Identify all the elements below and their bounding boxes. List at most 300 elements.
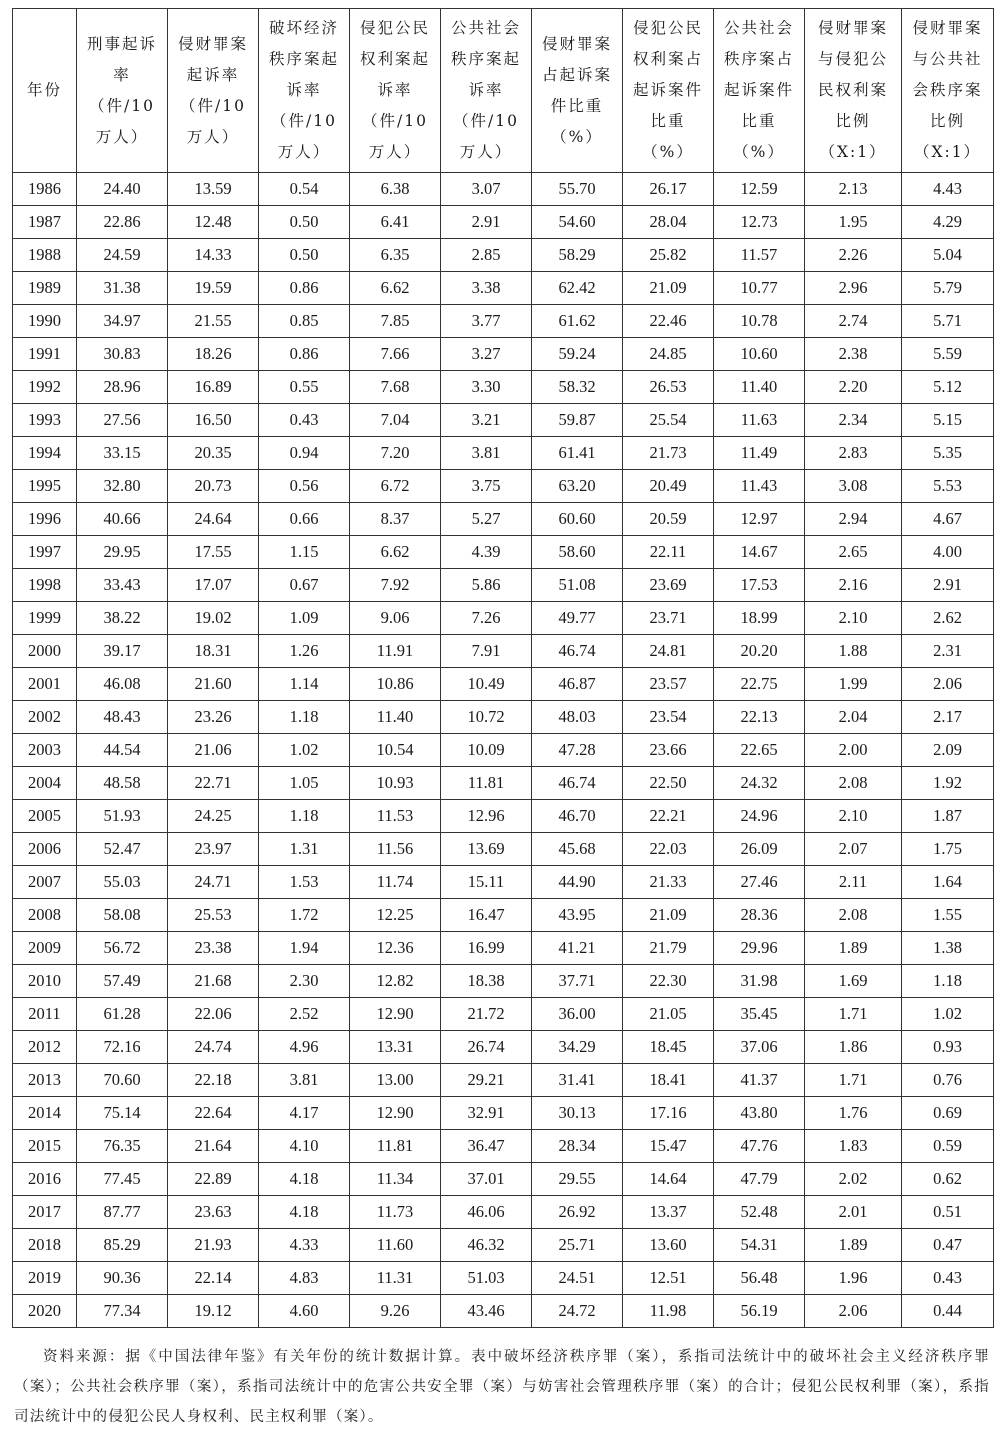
value-cell: 1.87 xyxy=(902,800,994,833)
value-cell: 1.02 xyxy=(902,998,994,1031)
value-cell: 11.40 xyxy=(350,701,441,734)
year-cell: 2014 xyxy=(13,1097,77,1130)
value-cell: 41.21 xyxy=(532,932,623,965)
value-cell: 59.24 xyxy=(532,338,623,371)
value-cell: 27.56 xyxy=(77,404,168,437)
value-cell: 5.59 xyxy=(902,338,994,371)
value-cell: 10.09 xyxy=(441,734,532,767)
value-cell: 2.26 xyxy=(805,239,902,272)
value-cell: 2.08 xyxy=(805,767,902,800)
value-cell: 11.56 xyxy=(350,833,441,866)
table-body xyxy=(13,173,994,1328)
value-cell: 23.71 xyxy=(623,602,714,635)
year-cell: 2009 xyxy=(13,932,77,965)
value-cell: 5.86 xyxy=(441,569,532,602)
value-cell: 3.21 xyxy=(441,404,532,437)
value-cell: 46.74 xyxy=(532,635,623,668)
value-cell: 13.31 xyxy=(350,1031,441,1064)
value-cell: 31.38 xyxy=(77,272,168,305)
value-cell: 11.34 xyxy=(350,1163,441,1196)
value-cell: 1.55 xyxy=(902,899,994,932)
value-cell: 21.68 xyxy=(168,965,259,998)
value-cell: 14.67 xyxy=(714,536,805,569)
value-cell: 1.76 xyxy=(805,1097,902,1130)
value-cell: 6.62 xyxy=(350,272,441,305)
value-cell: 52.48 xyxy=(714,1196,805,1229)
table-row xyxy=(13,833,994,866)
value-cell: 24.71 xyxy=(168,866,259,899)
source-notes: 资料来源：据《中国法律年鉴》有关年份的统计数据计算。表中破坏经济秩序罪（案），系指司法统计中的破坏社会主义经济秩序罪（案）；公共社会秩序罪（案），系指司法统计中的危害公共安全罪（案）与妨害社会管理秩序罪（案）的合计；侵犯公民权利罪（案），系指司法统计中的侵犯公民人身权利、民主权利罪（案）。 xyxy=(14,1349,990,1425)
value-cell: 32.80 xyxy=(77,470,168,503)
value-cell: 2.08 xyxy=(805,899,902,932)
value-cell: 2.74 xyxy=(805,305,902,338)
year-cell: 1993 xyxy=(13,404,77,437)
value-cell: 7.68 xyxy=(350,371,441,404)
value-cell: 22.64 xyxy=(168,1097,259,1130)
value-cell: 51.08 xyxy=(532,569,623,602)
value-cell: 18.45 xyxy=(623,1031,714,1064)
year-cell: 2020 xyxy=(13,1295,77,1328)
value-cell: 18.31 xyxy=(168,635,259,668)
value-cell: 11.40 xyxy=(714,371,805,404)
value-cell: 0.43 xyxy=(259,404,350,437)
value-cell: 3.81 xyxy=(441,437,532,470)
value-cell: 61.62 xyxy=(532,305,623,338)
value-cell: 2.65 xyxy=(805,536,902,569)
table-row xyxy=(13,866,994,899)
value-cell: 2.30 xyxy=(259,965,350,998)
value-cell: 10.86 xyxy=(350,668,441,701)
value-cell: 8.37 xyxy=(350,503,441,536)
value-cell: 2.04 xyxy=(805,701,902,734)
value-cell: 36.47 xyxy=(441,1130,532,1163)
value-cell: 3.81 xyxy=(259,1064,350,1097)
value-cell: 1.71 xyxy=(805,1064,902,1097)
value-cell: 2.11 xyxy=(805,866,902,899)
value-cell: 28.96 xyxy=(77,371,168,404)
value-cell: 5.15 xyxy=(902,404,994,437)
value-cell: 20.35 xyxy=(168,437,259,470)
value-cell: 7.85 xyxy=(350,305,441,338)
value-cell: 1.99 xyxy=(805,668,902,701)
value-cell: 22.06 xyxy=(168,998,259,1031)
value-cell: 24.59 xyxy=(77,239,168,272)
table-row xyxy=(13,173,994,206)
value-cell: 1.18 xyxy=(259,800,350,833)
value-cell: 23.57 xyxy=(623,668,714,701)
value-cell: 22.11 xyxy=(623,536,714,569)
value-cell: 29.96 xyxy=(714,932,805,965)
value-cell: 1.69 xyxy=(805,965,902,998)
value-cell: 0.50 xyxy=(259,206,350,239)
header-year: 年份 xyxy=(13,9,77,173)
table-row xyxy=(13,272,994,305)
value-cell: 0.47 xyxy=(902,1229,994,1262)
value-cell: 2.10 xyxy=(805,800,902,833)
value-cell: 23.26 xyxy=(168,701,259,734)
value-cell: 3.08 xyxy=(805,470,902,503)
header-property-crime-rate: 侵财罪案起诉率（件/10万人） xyxy=(168,9,259,173)
value-cell: 24.40 xyxy=(77,173,168,206)
value-cell: 2.91 xyxy=(441,206,532,239)
value-cell: 21.06 xyxy=(168,734,259,767)
year-cell: 1988 xyxy=(13,239,77,272)
value-cell: 26.74 xyxy=(441,1031,532,1064)
value-cell: 19.59 xyxy=(168,272,259,305)
value-cell: 21.60 xyxy=(168,668,259,701)
value-cell: 13.69 xyxy=(441,833,532,866)
value-cell: 12.51 xyxy=(623,1262,714,1295)
value-cell: 12.97 xyxy=(714,503,805,536)
year-cell: 1989 xyxy=(13,272,77,305)
value-cell: 4.83 xyxy=(259,1262,350,1295)
value-cell: 21.72 xyxy=(441,998,532,1031)
table-row xyxy=(13,668,994,701)
value-cell: 60.60 xyxy=(532,503,623,536)
value-cell: 1.38 xyxy=(902,932,994,965)
value-cell: 3.30 xyxy=(441,371,532,404)
value-cell: 10.54 xyxy=(350,734,441,767)
value-cell: 0.94 xyxy=(259,437,350,470)
table-row xyxy=(13,206,994,239)
value-cell: 2.20 xyxy=(805,371,902,404)
value-cell: 22.30 xyxy=(623,965,714,998)
value-cell: 47.79 xyxy=(714,1163,805,1196)
value-cell: 25.54 xyxy=(623,404,714,437)
year-cell: 1996 xyxy=(13,503,77,536)
table-row xyxy=(13,899,994,932)
value-cell: 30.13 xyxy=(532,1097,623,1130)
year-cell: 2006 xyxy=(13,833,77,866)
value-cell: 21.93 xyxy=(168,1229,259,1262)
value-cell: 43.80 xyxy=(714,1097,805,1130)
value-cell: 21.05 xyxy=(623,998,714,1031)
value-cell: 1.95 xyxy=(805,206,902,239)
value-cell: 7.92 xyxy=(350,569,441,602)
value-cell: 51.03 xyxy=(441,1262,532,1295)
value-cell: 1.02 xyxy=(259,734,350,767)
table-row xyxy=(13,437,994,470)
value-cell: 10.72 xyxy=(441,701,532,734)
value-cell: 24.96 xyxy=(714,800,805,833)
value-cell: 6.41 xyxy=(350,206,441,239)
value-cell: 2.31 xyxy=(902,635,994,668)
value-cell: 13.37 xyxy=(623,1196,714,1229)
table-row xyxy=(13,734,994,767)
value-cell: 41.37 xyxy=(714,1064,805,1097)
value-cell: 11.43 xyxy=(714,470,805,503)
value-cell: 49.77 xyxy=(532,602,623,635)
value-cell: 26.92 xyxy=(532,1196,623,1229)
value-cell: 5.79 xyxy=(902,272,994,305)
value-cell: 48.03 xyxy=(532,701,623,734)
value-cell: 19.12 xyxy=(168,1295,259,1328)
value-cell: 0.67 xyxy=(259,569,350,602)
value-cell: 16.47 xyxy=(441,899,532,932)
value-cell: 22.14 xyxy=(168,1262,259,1295)
value-cell: 3.27 xyxy=(441,338,532,371)
value-cell: 48.58 xyxy=(77,767,168,800)
value-cell: 16.89 xyxy=(168,371,259,404)
table-header-row xyxy=(13,9,994,173)
year-cell: 1987 xyxy=(13,206,77,239)
value-cell: 47.28 xyxy=(532,734,623,767)
value-cell: 56.72 xyxy=(77,932,168,965)
year-cell: 2015 xyxy=(13,1130,77,1163)
value-cell: 87.77 xyxy=(77,1196,168,1229)
value-cell: 1.72 xyxy=(259,899,350,932)
table-row xyxy=(13,1130,994,1163)
header-economic-order-rate: 破坏经济秩序案起诉率（件/10万人） xyxy=(259,9,350,173)
value-cell: 0.85 xyxy=(259,305,350,338)
value-cell: 4.17 xyxy=(259,1097,350,1130)
value-cell: 36.00 xyxy=(532,998,623,1031)
value-cell: 21.73 xyxy=(623,437,714,470)
value-cell: 62.42 xyxy=(532,272,623,305)
value-cell: 11.49 xyxy=(714,437,805,470)
value-cell: 26.53 xyxy=(623,371,714,404)
value-cell: 1.89 xyxy=(805,932,902,965)
value-cell: 21.33 xyxy=(623,866,714,899)
table-row xyxy=(13,767,994,800)
year-cell: 2008 xyxy=(13,899,77,932)
value-cell: 2.06 xyxy=(805,1295,902,1328)
value-cell: 4.67 xyxy=(902,503,994,536)
value-cell: 24.85 xyxy=(623,338,714,371)
value-cell: 3.38 xyxy=(441,272,532,305)
table-row xyxy=(13,569,994,602)
value-cell: 1.88 xyxy=(805,635,902,668)
value-cell: 12.90 xyxy=(350,998,441,1031)
value-cell: 29.21 xyxy=(441,1064,532,1097)
value-cell: 5.53 xyxy=(902,470,994,503)
value-cell: 38.22 xyxy=(77,602,168,635)
value-cell: 11.31 xyxy=(350,1262,441,1295)
value-cell: 37.06 xyxy=(714,1031,805,1064)
header-property-share: 侵财罪案占起诉案件比重（%） xyxy=(532,9,623,173)
value-cell: 5.35 xyxy=(902,437,994,470)
value-cell: 22.13 xyxy=(714,701,805,734)
value-cell: 2.96 xyxy=(805,272,902,305)
value-cell: 77.45 xyxy=(77,1163,168,1196)
value-cell: 0.44 xyxy=(902,1295,994,1328)
value-cell: 31.98 xyxy=(714,965,805,998)
value-cell: 12.25 xyxy=(350,899,441,932)
value-cell: 22.65 xyxy=(714,734,805,767)
value-cell: 24.64 xyxy=(168,503,259,536)
value-cell: 0.59 xyxy=(902,1130,994,1163)
value-cell: 1.86 xyxy=(805,1031,902,1064)
value-cell: 21.64 xyxy=(168,1130,259,1163)
value-cell: 34.29 xyxy=(532,1031,623,1064)
value-cell: 31.41 xyxy=(532,1064,623,1097)
header-civil-rights-share: 侵犯公民权利案占起诉案件比重（%） xyxy=(623,9,714,173)
value-cell: 12.59 xyxy=(714,173,805,206)
year-cell: 2001 xyxy=(13,668,77,701)
header-civil-rights-rate: 侵犯公民权利案起诉率（件/10万人） xyxy=(350,9,441,173)
value-cell: 4.96 xyxy=(259,1031,350,1064)
value-cell: 12.48 xyxy=(168,206,259,239)
value-cell: 12.36 xyxy=(350,932,441,965)
value-cell: 26.17 xyxy=(623,173,714,206)
value-cell: 51.93 xyxy=(77,800,168,833)
value-cell: 44.90 xyxy=(532,866,623,899)
table-row xyxy=(13,371,994,404)
value-cell: 17.16 xyxy=(623,1097,714,1130)
value-cell: 1.94 xyxy=(259,932,350,965)
value-cell: 52.47 xyxy=(77,833,168,866)
value-cell: 5.71 xyxy=(902,305,994,338)
value-cell: 4.39 xyxy=(441,536,532,569)
value-cell: 9.06 xyxy=(350,602,441,635)
value-cell: 22.50 xyxy=(623,767,714,800)
year-cell: 2010 xyxy=(13,965,77,998)
value-cell: 72.16 xyxy=(77,1031,168,1064)
value-cell: 23.97 xyxy=(168,833,259,866)
value-cell: 11.73 xyxy=(350,1196,441,1229)
value-cell: 21.79 xyxy=(623,932,714,965)
value-cell: 24.72 xyxy=(532,1295,623,1328)
table-row xyxy=(13,1295,994,1328)
value-cell: 40.66 xyxy=(77,503,168,536)
value-cell: 1.92 xyxy=(902,767,994,800)
value-cell: 0.69 xyxy=(902,1097,994,1130)
value-cell: 55.03 xyxy=(77,866,168,899)
value-cell: 1.15 xyxy=(259,536,350,569)
statistics-table xyxy=(12,8,994,1328)
table-row xyxy=(13,998,994,1031)
year-cell: 1998 xyxy=(13,569,77,602)
value-cell: 46.74 xyxy=(532,767,623,800)
table-row xyxy=(13,503,994,536)
value-cell: 22.21 xyxy=(623,800,714,833)
year-cell: 2011 xyxy=(13,998,77,1031)
value-cell: 34.97 xyxy=(77,305,168,338)
value-cell: 61.28 xyxy=(77,998,168,1031)
table-row xyxy=(13,1229,994,1262)
value-cell: 1.96 xyxy=(805,1262,902,1295)
year-cell: 1992 xyxy=(13,371,77,404)
value-cell: 15.47 xyxy=(623,1130,714,1163)
value-cell: 58.32 xyxy=(532,371,623,404)
value-cell: 32.91 xyxy=(441,1097,532,1130)
value-cell: 2.17 xyxy=(902,701,994,734)
value-cell: 11.98 xyxy=(623,1295,714,1328)
value-cell: 54.60 xyxy=(532,206,623,239)
table-row xyxy=(13,932,994,965)
value-cell: 55.70 xyxy=(532,173,623,206)
value-cell: 56.19 xyxy=(714,1295,805,1328)
table-row xyxy=(13,536,994,569)
value-cell: 17.55 xyxy=(168,536,259,569)
value-cell: 2.52 xyxy=(259,998,350,1031)
value-cell: 48.43 xyxy=(77,701,168,734)
value-cell: 21.09 xyxy=(623,272,714,305)
value-cell: 47.76 xyxy=(714,1130,805,1163)
value-cell: 6.72 xyxy=(350,470,441,503)
value-cell: 5.12 xyxy=(902,371,994,404)
table-row xyxy=(13,1097,994,1130)
value-cell: 25.53 xyxy=(168,899,259,932)
value-cell: 9.26 xyxy=(350,1295,441,1328)
year-cell: 1986 xyxy=(13,173,77,206)
value-cell: 20.49 xyxy=(623,470,714,503)
value-cell: 2.34 xyxy=(805,404,902,437)
value-cell: 1.83 xyxy=(805,1130,902,1163)
value-cell: 58.29 xyxy=(532,239,623,272)
value-cell: 2.62 xyxy=(902,602,994,635)
value-cell: 23.69 xyxy=(623,569,714,602)
value-cell: 13.59 xyxy=(168,173,259,206)
value-cell: 4.60 xyxy=(259,1295,350,1328)
value-cell: 0.86 xyxy=(259,338,350,371)
value-cell: 43.95 xyxy=(532,899,623,932)
year-cell: 1999 xyxy=(13,602,77,635)
value-cell: 2.94 xyxy=(805,503,902,536)
value-cell: 6.35 xyxy=(350,239,441,272)
table-row xyxy=(13,404,994,437)
value-cell: 21.09 xyxy=(623,899,714,932)
table-row xyxy=(13,1262,994,1295)
value-cell: 1.71 xyxy=(805,998,902,1031)
value-cell: 0.66 xyxy=(259,503,350,536)
year-cell: 2012 xyxy=(13,1031,77,1064)
value-cell: 18.38 xyxy=(441,965,532,998)
table-row xyxy=(13,1031,994,1064)
value-cell: 29.55 xyxy=(532,1163,623,1196)
value-cell: 46.87 xyxy=(532,668,623,701)
value-cell: 2.38 xyxy=(805,338,902,371)
value-cell: 4.18 xyxy=(259,1163,350,1196)
header-prosecution-rate: 刑事起诉率（件/10万人） xyxy=(77,9,168,173)
value-cell: 46.32 xyxy=(441,1229,532,1262)
value-cell: 10.78 xyxy=(714,305,805,338)
value-cell: 23.38 xyxy=(168,932,259,965)
value-cell: 30.83 xyxy=(77,338,168,371)
value-cell: 22.71 xyxy=(168,767,259,800)
table-row xyxy=(13,635,994,668)
value-cell: 0.51 xyxy=(902,1196,994,1229)
value-cell: 0.54 xyxy=(259,173,350,206)
value-cell: 4.00 xyxy=(902,536,994,569)
value-cell: 23.63 xyxy=(168,1196,259,1229)
value-cell: 1.53 xyxy=(259,866,350,899)
value-cell: 17.07 xyxy=(168,569,259,602)
year-cell: 1991 xyxy=(13,338,77,371)
year-cell: 2019 xyxy=(13,1262,77,1295)
table-row xyxy=(13,1064,994,1097)
value-cell: 0.62 xyxy=(902,1163,994,1196)
year-cell: 2007 xyxy=(13,866,77,899)
value-cell: 54.31 xyxy=(714,1229,805,1262)
value-cell: 22.89 xyxy=(168,1163,259,1196)
value-cell: 0.55 xyxy=(259,371,350,404)
year-cell: 2018 xyxy=(13,1229,77,1262)
value-cell: 0.93 xyxy=(902,1031,994,1064)
header-property-vs-civil-ratio: 侵财罪案与侵犯公民权利案比例（X:1） xyxy=(805,9,902,173)
value-cell: 90.36 xyxy=(77,1262,168,1295)
year-cell: 1995 xyxy=(13,470,77,503)
value-cell: 4.33 xyxy=(259,1229,350,1262)
value-cell: 26.09 xyxy=(714,833,805,866)
value-cell: 13.60 xyxy=(623,1229,714,1262)
table-row xyxy=(13,1163,994,1196)
value-cell: 2.13 xyxy=(805,173,902,206)
value-cell: 5.04 xyxy=(902,239,994,272)
value-cell: 7.04 xyxy=(350,404,441,437)
value-cell: 10.60 xyxy=(714,338,805,371)
value-cell: 0.43 xyxy=(902,1262,994,1295)
